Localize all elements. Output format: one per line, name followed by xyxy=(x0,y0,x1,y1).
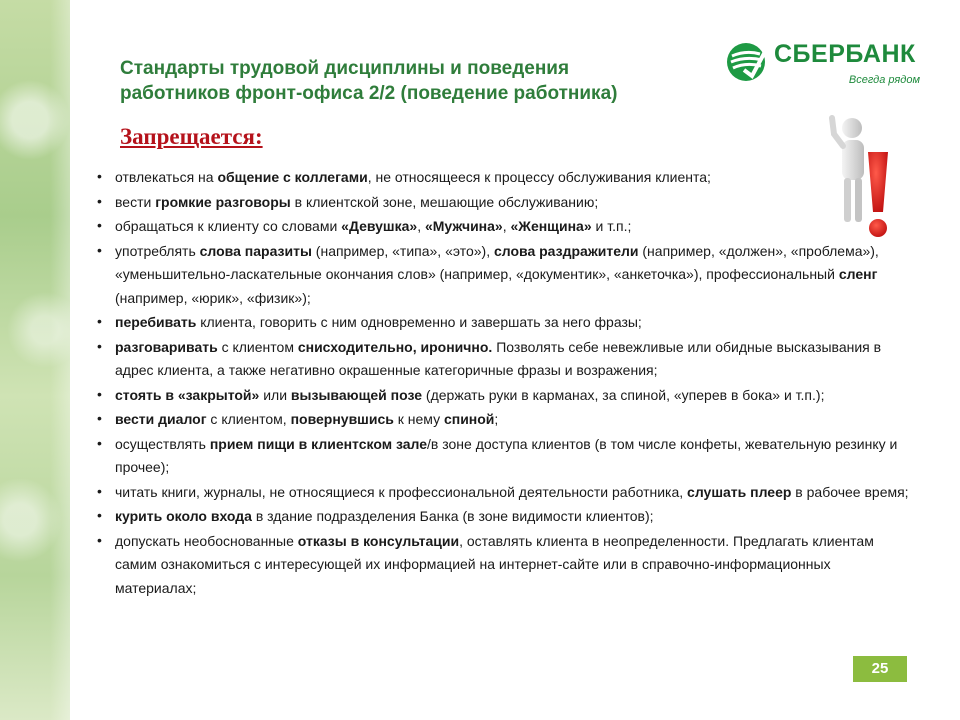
rule-text: и т.п.; xyxy=(591,218,632,234)
list-item xyxy=(95,481,910,505)
list-item xyxy=(95,240,910,311)
list-item xyxy=(95,433,910,480)
rule-emphasis: перебивать xyxy=(115,314,197,330)
rule-emphasis: стоять в «закрытой» xyxy=(115,386,260,403)
list-item xyxy=(95,166,910,190)
rule-emphasis: прием пищи в клиентском зале xyxy=(209,435,428,452)
rule-text: /в зоне доступа клиентов (в том числе конфеты, жевательную резинку и прочее); xyxy=(115,435,898,475)
logo-wordmark: СБЕРБАНК xyxy=(774,40,916,68)
rule-text: к нему xyxy=(393,411,444,427)
rule-emphasis: общение с коллегами xyxy=(217,169,368,185)
rule-text: вести xyxy=(115,193,156,210)
rule-text: осуществлять xyxy=(115,435,210,452)
rules-list xyxy=(95,166,910,601)
rule-emphasis: «Девушка» xyxy=(341,218,418,234)
rule-text: употреблять xyxy=(115,242,200,259)
rule-text: (держать руки в карманах, за спиной, «уперев в бока» и т.п.); xyxy=(422,386,825,403)
rule-text: , xyxy=(417,218,425,234)
rule-text: с клиентом xyxy=(217,338,298,355)
rule-text: ; xyxy=(494,411,499,427)
list-item xyxy=(95,336,910,383)
rule-text: Позволять себе невежливые или обидные высказывания в адрес клиента, а также негативно окрашенные категоричные фразы и возражения; xyxy=(115,338,882,378)
rule-text: (например, «должен», «проблема»), «уменьшительно-ласкательные окончания слов» (например, «документик», «анкеточка»), профессиональный xyxy=(115,242,879,282)
rule-emphasis: отказы в консультации xyxy=(297,532,460,549)
rule-text: , не относящееся к процессу обслуживания клиента; xyxy=(367,169,711,185)
list-item xyxy=(95,191,910,215)
rule-text: отвлекаться на xyxy=(115,169,218,185)
rule-emphasis: сленг xyxy=(838,266,878,282)
list-item xyxy=(95,384,910,408)
sberbank-logo-icon xyxy=(726,40,770,84)
list-item xyxy=(95,311,910,335)
list-item xyxy=(95,408,910,432)
rule-emphasis: снисходительно, иронично. xyxy=(297,338,493,355)
title-line-1: Стандарты трудовой дисциплины и поведения xyxy=(120,58,570,79)
rule-text: читать книги, журналы, не относящиеся к профессиональной деятельности работника, xyxy=(115,483,688,500)
rule-emphasis: спиной xyxy=(443,411,495,427)
sberbank-logo xyxy=(726,38,926,98)
rule-emphasis: курить около входа xyxy=(115,508,252,524)
rule-text: , xyxy=(502,218,511,234)
title-line-2: работников фронт-офиса 2/2 (поведение работника) xyxy=(120,83,618,104)
rule-emphasis: разговаривать xyxy=(115,338,218,355)
rule-text: с клиентом, xyxy=(206,411,291,427)
logo-tagline: Всегда рядом xyxy=(848,74,920,86)
rule-emphasis: повернувшись xyxy=(290,411,394,427)
rule-emphasis: вызывающей позе xyxy=(290,386,423,403)
page-number: 25 xyxy=(853,656,907,682)
rule-emphasis: громкие разговоры xyxy=(155,193,291,210)
list-item xyxy=(95,505,910,529)
rule-text: клиента, говорить с ним одновременно и завершать за него фразы; xyxy=(196,314,642,330)
rule-text: или xyxy=(259,386,291,403)
rule-text: , оставлять клиента в неопределенности. Предлагать клиентам самим ознакомиться с интересующей их информацией на интернет-сайте или в справочно-информационных материалах; xyxy=(115,532,874,596)
rule-text: (например, «типа», «это»), xyxy=(311,242,494,259)
rule-text: (например, «юрик», «физик»); xyxy=(115,289,311,306)
rule-emphasis: слушать плеер xyxy=(687,483,792,500)
page-title xyxy=(120,56,720,106)
rule-text: обращаться к клиенту со словами xyxy=(115,218,342,234)
rule-text: в рабочее время; xyxy=(791,483,909,500)
list-item xyxy=(95,215,910,239)
rule-emphasis: слова паразиты xyxy=(199,242,312,259)
rule-emphasis: вести диалог xyxy=(115,411,207,427)
rule-text: допускать необоснованные xyxy=(115,532,298,549)
rule-emphasis: слова раздражители xyxy=(493,242,639,259)
section-heading: Запрещается: xyxy=(120,124,263,149)
rule-emphasis: «Женщина» xyxy=(510,218,592,234)
rule-emphasis: «Мужчина» xyxy=(424,218,503,234)
rule-text: в здание подразделения Банка (в зоне видимости клиентов); xyxy=(251,508,654,524)
list-item xyxy=(95,530,910,601)
rule-text: в клиентской зоне, мешающие обслуживанию; xyxy=(290,193,599,210)
